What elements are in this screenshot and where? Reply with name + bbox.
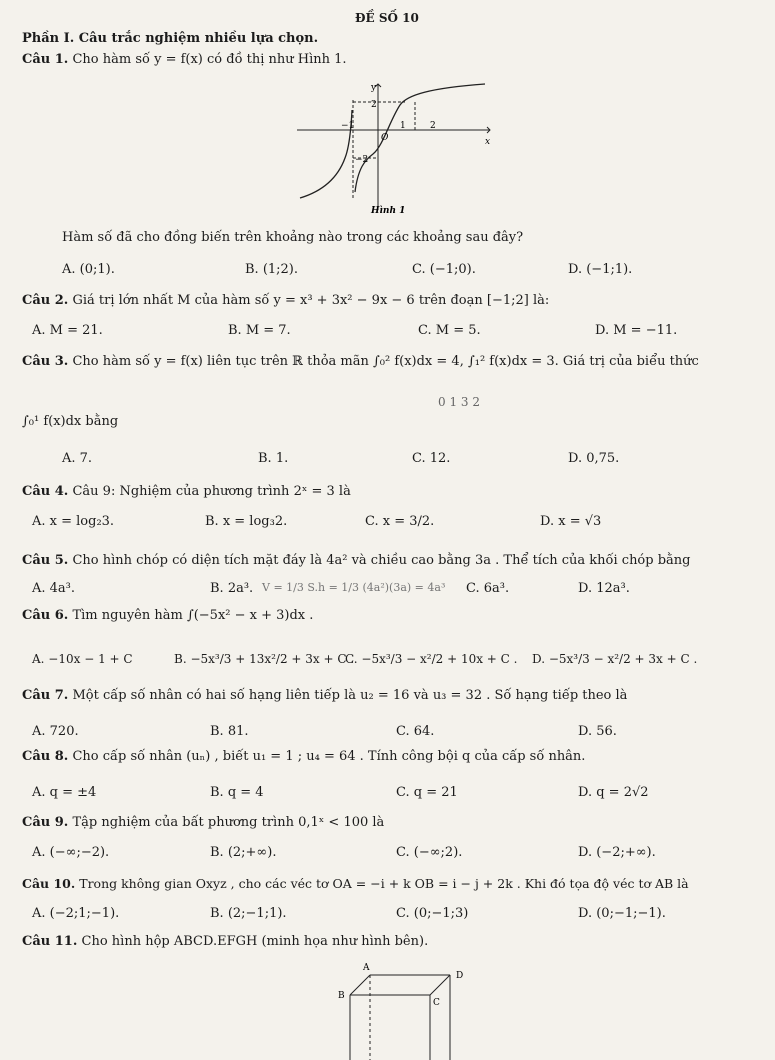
q1-stem: Cho hàm số y = f(x) có đồ thị như Hình 1. [72, 52, 347, 67]
q9-stem: Tập nghiệm của bất phương trình 0,1ˣ < 100 là [72, 815, 385, 830]
q6-stem: Tìm nguyên hàm ∫(−5x² − x + 3)dx . [72, 608, 314, 623]
q5-option-d[interactable]: D. 12a³. [578, 581, 630, 596]
question-6 [22, 608, 313, 624]
q1-number: Câu 1. [22, 52, 69, 67]
q5-option-b[interactable]: B. 2a³. [210, 581, 254, 596]
q1-question: Hàm số đã cho đồng biến trên khoảng nào trong các khoảng sau đây? [62, 230, 524, 245]
q4-option-c[interactable]: C. x = 3/2. [365, 514, 435, 529]
q3-option-a[interactable]: A. 7. [62, 451, 93, 466]
tick-y-minus2: −2 [355, 155, 369, 165]
q11-stem: Cho hình hộp ABCD.EFGH (minh họa như hình bên). [81, 934, 429, 949]
q5-stem: Cho hình chóp có diện tích mặt đáy là 4a² và chiều cao bằng 3a . Thể tích của khối chóp bằng [72, 553, 691, 568]
vertex-c: C [433, 998, 440, 1008]
vertex-d: D [456, 971, 464, 981]
q3-option-d[interactable]: D. 0,75. [568, 451, 620, 466]
q4-number: Câu 4. [22, 484, 69, 499]
q7-option-a[interactable]: A. 720. [32, 724, 79, 739]
question-4 [22, 484, 351, 500]
q2-option-a[interactable]: A. M = 21. [32, 323, 103, 338]
q4-option-d[interactable]: D. x = √3 [540, 514, 602, 529]
q3-option-b[interactable]: B. 1. [258, 451, 289, 466]
q1-option-d[interactable]: D. (−1;1). [568, 262, 633, 277]
vertex-a: A [363, 963, 370, 973]
q4-option-a[interactable]: A. x = log₂3. [32, 514, 115, 529]
q5-handwritten-note: V = 1/3 S.h = 1/3 (4a²)(3a) = 4a³ [262, 581, 446, 594]
q1-option-c[interactable]: C. (−1;0). [412, 262, 476, 277]
q5-number: Câu 5. [22, 553, 69, 568]
exam-title: ĐỀ SỐ 10 [355, 11, 419, 25]
function-graph [295, 80, 495, 215]
label-x: x [485, 137, 491, 147]
question-7 [22, 688, 627, 704]
question-11 [22, 934, 428, 950]
q2-number: Câu 2. [22, 293, 69, 308]
q8-option-d[interactable]: D. q = 2√2 [578, 785, 649, 800]
q10-option-b[interactable]: B. (2;−1;1). [210, 906, 287, 921]
question-3 [22, 354, 699, 370]
q9-option-a[interactable]: A. (−∞;−2). [32, 845, 110, 860]
q3-stem-2: ∫₀¹ f(x)dx bằng [22, 414, 119, 429]
tick-x-minus1: −1 [341, 121, 355, 131]
q2-stem: Giá trị lớn nhất M của hàm số y = x³ + 3x² − 9x − 6 trên đoạn [−1;2] là: [72, 293, 550, 308]
tick-x-2: 2 [430, 121, 436, 131]
figure-caption: Hình 1 [371, 206, 406, 215]
question-8 [22, 749, 585, 765]
q7-stem: Một cấp số nhân có hai số hạng liên tiếp là u₂ = 16 và u₃ = 32 . Số hạng tiếp theo là [72, 688, 628, 703]
q8-option-a[interactable]: A. q = ±4 [32, 785, 97, 800]
q7-option-b[interactable]: B. 81. [210, 724, 249, 739]
q7-number: Câu 7. [22, 688, 69, 703]
q7-option-d[interactable]: D. 56. [578, 724, 617, 739]
q6-option-c[interactable]: C. −5x³/3 − x²/2 + 10x + C . [345, 652, 518, 666]
q6-option-a[interactable]: A. −10x − 1 + C [32, 652, 133, 666]
q2-option-c[interactable]: C. M = 5. [418, 323, 481, 338]
q1-option-b[interactable]: B. (1;2). [245, 262, 299, 277]
label-origin: O [381, 133, 389, 143]
q8-number: Câu 8. [22, 749, 69, 764]
q10-stem: Trong không gian Oxyz , cho các véc tơ OA = −i + k OB = i − j + 2k . Khi đó tọa độ véc tơ AB là [79, 876, 689, 891]
q10-option-d[interactable]: D. (0;−1;−1). [578, 906, 666, 921]
q3-option-c[interactable]: C. 12. [412, 451, 451, 466]
question-9 [22, 815, 384, 831]
question-1 [22, 52, 347, 68]
box-figure [330, 960, 480, 1060]
q10-option-c[interactable]: C. (0;−1;3) [396, 906, 469, 921]
q6-number: Câu 6. [22, 608, 69, 623]
label-y: y [371, 83, 377, 93]
tick-y-2: 2 [371, 100, 377, 110]
question-10 [22, 876, 689, 892]
question-5 [22, 553, 690, 569]
q10-number: Câu 10. [22, 876, 76, 891]
q9-option-c[interactable]: C. (−∞;2). [396, 845, 463, 860]
q1-option-a[interactable]: A. (0;1). [62, 262, 115, 277]
q5-option-c[interactable]: C. 6a³. [466, 581, 510, 596]
q10-option-a[interactable]: A. (−2;1;−1). [32, 906, 120, 921]
q4-option-b[interactable]: B. x = log₃2. [205, 514, 288, 529]
q8-option-c[interactable]: C. q = 21 [396, 785, 458, 800]
q7-option-c[interactable]: C. 64. [396, 724, 435, 739]
q9-option-b[interactable]: B. (2;+∞). [210, 845, 277, 860]
q11-number: Câu 11. [22, 934, 78, 949]
q3-handwritten-note: 0 1 3 2 [438, 395, 480, 409]
q6-option-b[interactable]: B. −5x³/3 + 13x²/2 + 3x + C . [174, 652, 355, 666]
q3-number: Câu 3. [22, 354, 69, 369]
vertex-b: B [338, 991, 345, 1001]
q6-option-d[interactable]: D. −5x³/3 − x²/2 + 3x + C . [532, 652, 698, 666]
q3-stem: Cho hàm số y = f(x) liên tục trên ℝ thỏa mãn ∫₀² f(x)dx = 4, ∫₁² f(x)dx = 3. Giá trị của biểu thức [72, 354, 699, 369]
q2-option-d[interactable]: D. M = −11. [595, 323, 678, 338]
q8-option-b[interactable]: B. q = 4 [210, 785, 264, 800]
q8-stem: Cho cấp số nhân (uₙ) , biết u₁ = 1 ; u₄ = 64 . Tính công bội q của cấp số nhân. [72, 749, 586, 764]
q2-option-b[interactable]: B. M = 7. [228, 323, 291, 338]
q9-number: Câu 9. [22, 815, 69, 830]
tick-x-1: 1 [400, 121, 406, 131]
q4-stem: Câu 9: Nghiệm của phương trình 2ˣ = 3 là [72, 484, 351, 499]
question-2 [22, 293, 549, 309]
q5-option-a[interactable]: A. 4a³. [32, 581, 76, 596]
q9-option-d[interactable]: D. (−2;+∞). [578, 845, 656, 860]
section-title: Phần I. Câu trắc nghiệm nhiều lựa chọn. [22, 31, 319, 46]
